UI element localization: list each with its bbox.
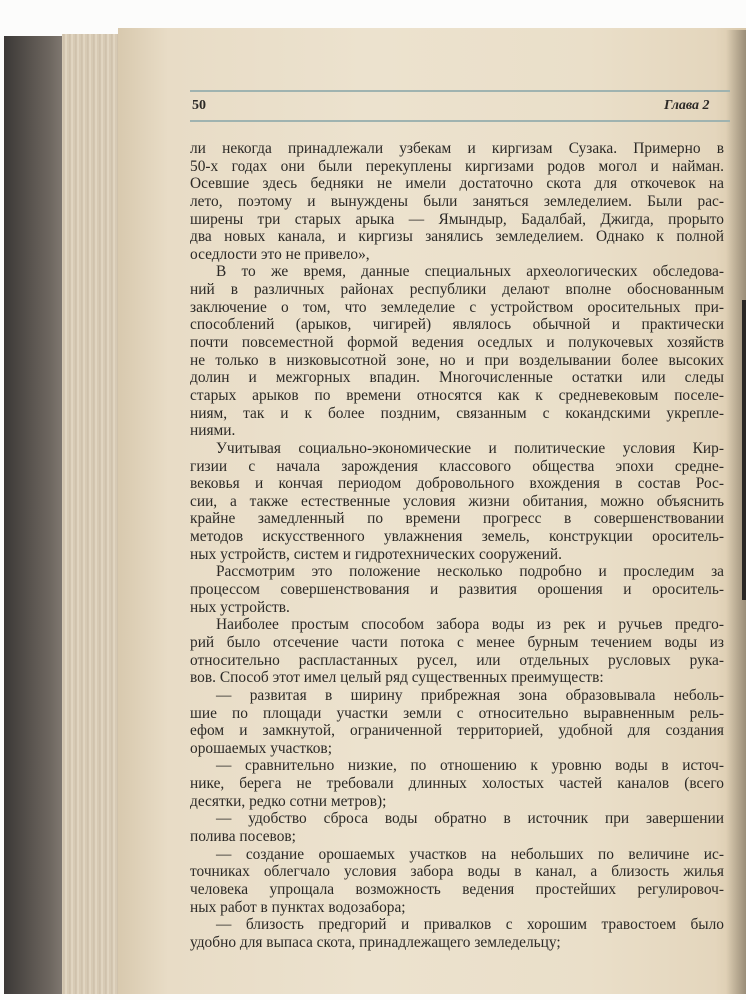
text-line: ний в различных районах республики делают вполне обоснованным xyxy=(190,281,724,299)
text-line: процессом совершенствования и развития орошения и ороситель- xyxy=(190,581,724,599)
text-line: ширены три старых арыка — Ямындыр, Бадалбай, Джигда, прорыто xyxy=(190,210,724,228)
text-line: заключение о том, что земледелие с устройством оросительных при- xyxy=(190,298,724,316)
text-line: ниями. xyxy=(190,422,236,440)
text-line: оседлости это не привело», xyxy=(190,245,370,263)
text-line: — развитая в ширину прибрежная зона образовывала неболь- xyxy=(216,686,724,704)
text-line: два новых канала, и киргизы занялись земледелием. Однако к полной xyxy=(190,228,724,246)
text-line: — удобство сброса воды обратно в источник при завершении xyxy=(216,810,724,828)
book-spine-shadow xyxy=(4,36,70,994)
text-line: методов искусственного увлажнения земель, конструкции ороситель- xyxy=(190,528,724,546)
text-line: сии, а также естественные условия жизни обитания, можно объяснить xyxy=(190,492,724,510)
text-line: лето, поэтому и вынуждены были заняться земледелием. Были рас- xyxy=(190,192,724,210)
text-line: вов. Способ этот имел целый ряд существенных преимуществ: xyxy=(190,669,604,687)
text-line: не только в низковысотной зоне, но и при возделывании более высоких xyxy=(190,351,724,369)
text-line: В то же время, данные специальных археологических обследова- xyxy=(216,263,724,281)
body-text xyxy=(190,140,724,951)
text-line: человека упрощала возможность ведения простейших регулировоч- xyxy=(190,880,724,898)
chapter-title: Глава 2 xyxy=(664,98,710,113)
text-line: ли некогда принадлежали узбекам и киргизам Сузака. Примерно в xyxy=(190,140,724,157)
text-line: точниках облегчало условия забора воды в канал, а близость жилья xyxy=(190,863,724,881)
text-line: ниям, так и к более поздним, связанным с кокандскими укрепле- xyxy=(190,404,724,422)
page-number: 50 xyxy=(192,98,206,113)
text-line: гизии с начала зарождения классового общества эпохи средне- xyxy=(190,457,724,475)
text-line: шие по площади участки земли с относительно выравненным рель- xyxy=(190,704,724,722)
text-line: 50-х годах они были перекуплены киргизами родов могол и найман. xyxy=(190,157,724,175)
text-line: десятки, редко сотни метров); xyxy=(190,792,387,810)
text-line: способлений (арыков, чигирей) являлось обычной и практически xyxy=(190,316,724,334)
text-line: относительно распластанных русел, или отдельных русловых рука- xyxy=(190,651,724,669)
text-line: почти повсеместной формой ведения оседлых и полукочевых хозяйств xyxy=(190,334,724,352)
text-line: нике, берега не требовали длинных холостых частей каналов (всего xyxy=(190,775,724,793)
text-line: удобно для выпаса скота, принадлежащего земледельцу; xyxy=(190,933,561,951)
text-line: ных устройств, систем и гидротехнических сооружений. xyxy=(190,545,562,563)
text-line: ефом и замкнутой, ограниченной территорией, удобной для создания xyxy=(190,722,724,740)
page-right-dark-edge xyxy=(742,300,746,600)
text-line: — создание орошаемых участков на небольших по величине ис- xyxy=(216,845,724,863)
text-line: вековья и кончая периодом добровольного вхождения в состав Рос- xyxy=(190,475,724,493)
text-line: полива посевов; xyxy=(190,827,296,845)
header-rule-bottom xyxy=(190,120,730,122)
text-line: старых арыков по времени относятся как к средневековым поселе- xyxy=(190,386,724,404)
text-line: Учитывая социально-экономические и политические условия Кир- xyxy=(216,439,724,457)
text-line: — близость предгорий и привалков с хорошим травостоем было xyxy=(216,916,724,934)
header-rule-top xyxy=(190,90,730,92)
text-line: ных устройств. xyxy=(190,598,290,616)
text-line: долин и межгорных впадин. Многочисленные остатки или следы xyxy=(190,369,724,387)
text-line: ных работ в пунктах водозабора; xyxy=(190,898,406,916)
text-line: Наиболее простым способом забора воды из рек и ручьев предго- xyxy=(216,616,724,634)
text-line: Осевшие здесь бедняки не имели достаточно скота для откочевок на xyxy=(190,175,724,193)
text-line: — сравнительно низкие, по отношению к уровню воды в источ- xyxy=(216,757,724,775)
text-line: крайне замедленный по времени прогресс в совершенствовании xyxy=(190,510,724,528)
text-line: Рассмотрим это положение несколько подробно и проследим за xyxy=(216,563,724,581)
text-line: орошаемых участков; xyxy=(190,739,332,757)
text-line: рий было отсечение части потока с менее бурным течением воды из xyxy=(190,633,724,651)
